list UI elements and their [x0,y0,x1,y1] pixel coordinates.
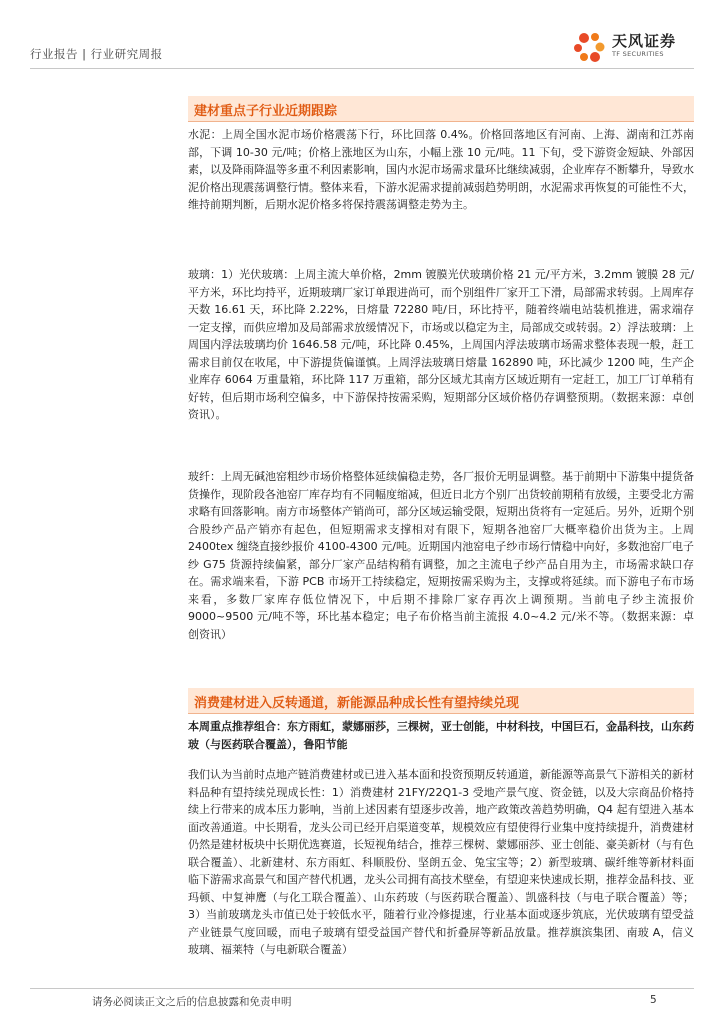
paragraph-glass: 玻璃：1）光伏玻璃：上周主流大单价格，2mm 镀膜光伏玻璃价格 21 元/平方米，3.2mm 镀膜 28 元/平方米，环比均持平，近期玻璃厂家订单跟进尚可，而个别组件厂家开工下滑，局部需求转弱。上周库存天数 16.61 天，环比降 2.22%，日熔量 72280 吨/日，环比持平，随着终端电站装机推进，需求端存一定支撑，而供应增加及局部需求放缓情况下，市场或以稳定为主，局部成交或转弱。2）浮法玻璃：上周国内浮法玻璃均价 1646.58 元/吨，环比降 0.45%，上周国内浮法玻璃市场需求整体表现一般，赶工需求目前仅在收尾，中下游提货偏谨慎。上周浮法玻璃日熔量 162890 吨，环比减少 1200 吨，生产企业库存 6064 万重量箱，环比降 117 万重箱，部分区域尤其南方区域近期有一定赶工，加工厂订单稍有好转，但后期市场利空偏多，中下游保持按需采购，短期部分区域价格仍存调整预期。（数据来源：卓创资讯）。 [188,268,695,421]
section-title: 建材重点子行业近期跟踪 [194,104,338,119]
flower-logo-icon [570,28,610,68]
section-heading-bar [188,688,694,714]
paragraph-cement: 水泥：上周全国水泥市场价格震荡下行，环比回落 0.4%。价格回落地区有河南、上海、湖南和江苏南部，下调 10-30 元/吨；价格上涨地区为山东，小幅上涨 10 元/吨。11 下旬，受下游资金短缺、外部因素，以及降雨降温等多重不利因素影响，国内水泥市场需求量环比继续减弱，企业库存不断攀升，导致水泥价格出现震荡调整行情。整体来看，下游水泥需求提前减弱趋势明朗，水泥需求再恢复的可能性不大，维持前期判断，后期水泥价格多将保持震荡调整走势为主。 [188,128,694,211]
logo-subtext: TF SECURITIES [612,50,664,58]
disclaimer-text: 请务必阅读正文之后的信息披露和免责申明 [92,996,292,1008]
paragraph-recommendation: 本周重点推荐组合：东方雨虹，蒙娜丽莎，三棵树，亚士创能，中材科技，中国巨石，金晶科技，山东药玻（与医药联合覆盖），鲁阳节能 [188,720,694,751]
header-divider [30,68,694,69]
footer-divider [30,988,694,989]
section-heading-bar [188,96,694,122]
section-divider [188,121,694,122]
report-category: 行业报告 | 行业研究周报 [30,47,163,61]
section-divider [188,713,694,714]
paragraph-fiberglass: 玻纤：上周无碱池窑粗纱市场价格整体延续偏稳走势，各厂报价无明显调整。基于前期中下游集中提货备货操作，现阶段各池窑厂库存均有不同幅度缩减，但近日北方个别厂出货较前期稍有放缓，主要受北方需求略有回落影响。南方市场整体产销尚可，部分区域运输受限，短期出货将有一定延后。另外，近期个别合股纱产品产销亦有起色，但短期需求支撑相对有限下，短期各池窑厂大概率稳价出货为主。上周 2400tex 缠绕直接纱报价 4100-4300 元/吨。近期国内池窑电子纱市场行情稳中向好，多数池窑厂电子纱 G75 货源持续偏紧，部分厂家产品结构稍有调整，加之主流电子纱产品自用为主，市场需求缺口存在。需求端来看，下游 PCB 市场开工持续稳定，短期按需采购为主，支撑或将延续。而下游电子布市场来看，多数厂家库存低位情况下，中后期不排除厂家存再次上调预期。当前电子纱主流报价 9000~9500 元/吨不等，环比基本稳定；电子布价格当前主流报 4.0~4.2 元/米不等。（数据来源：卓创资讯） [188,470,694,641]
paragraph-analysis: 我们认为当前时点地产链消费建材或已进入基本面和投资预期反转通道，新能源等高景气下游相关的新材料品种有望持续兑现成长性：1）消费建材 21FY/22Q1-3 受地产景气度、资金链，以及大宗商品价格持续上行带来的成本压力影响，当前上述因素有望逐步改善，地产政策改善趋势明确，Q4 起有望进入基本面改善通道。中长期看，龙头公司已经开启渠道变革，规模效应有望使得行业集中度持续提升，消费建材仍然是建材板块中长期优选赛道，长短视角结合，推荐三棵树、蒙娜丽莎、亚士创能、豪美新材（与有色联合覆盖）、北新建材、东方雨虹、科顺股份、坚朗五金、兔宝宝等；2）新型玻璃、碳纤维等新材料面临下游需求高景气和国产替代机遇，龙头公司拥有高技术壁垒，有望迎来快速成长期，推荐金晶科技、亚玛顿、中复神鹰（与化工联合覆盖）、山东药玻（与医药联合覆盖）、凯盛科技（与电子联合覆盖）等；3）当前玻璃龙头市值已处于较低水平，随着行业冷修提速，行业基本面或逐步筑底，光伏玻璃有望受益产业链景气度回暖，而电子玻璃有望受益国产替代和折叠屏等新品放量。推荐旗滨集团、南玻 A，信义玻璃、福莱特（与电新联合覆盖） [188,768,694,956]
page-number: 5 [650,994,657,1006]
company-logo [570,28,700,68]
logo-text: 天风证券 [612,32,677,50]
section-title: 消费建材进入反转通道，新能源品种成长性有望持续兑现 [194,696,520,711]
